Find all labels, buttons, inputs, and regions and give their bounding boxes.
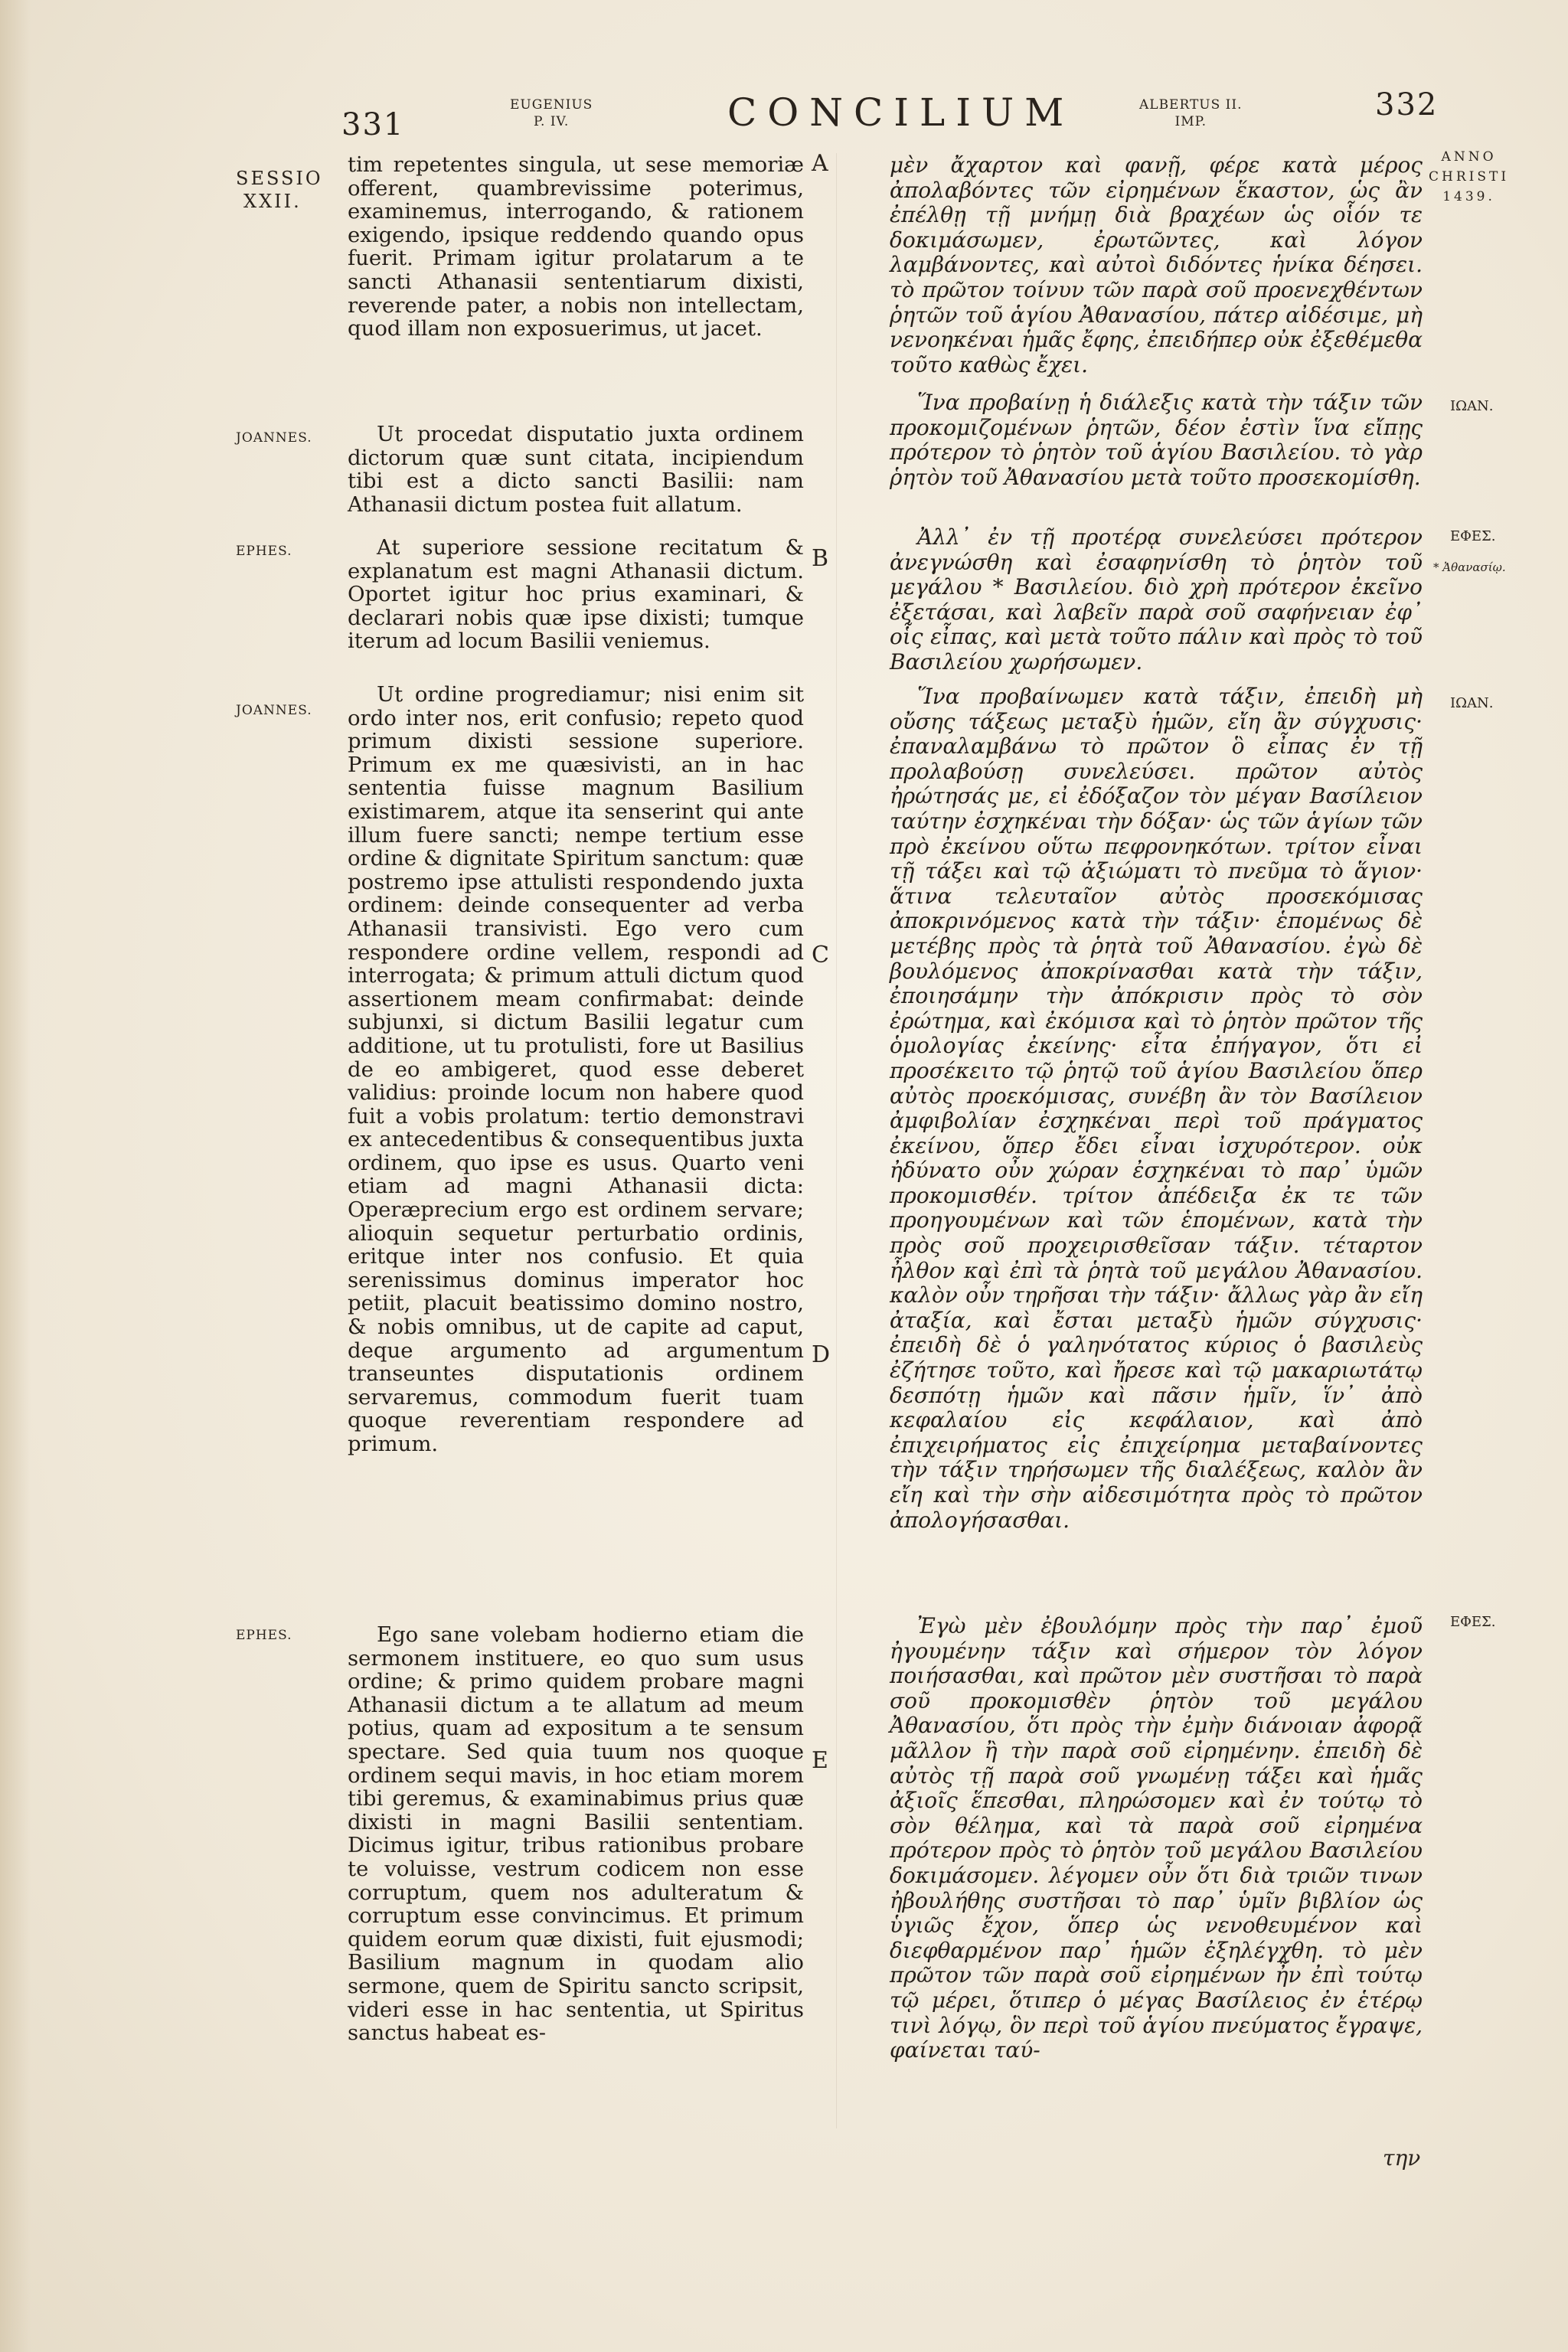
latin-paragraph-3: At superiore sessione recitatum & explanatum est magni Athanasii dictum. Oportet igitur hoc prius examinari, & declarari nobis quæ ipse dixisti; tumque iterum ad locum Basilii veniemus. — [348, 535, 804, 654]
greek-paragraph-3: Ἀλλ᾽ ἐν τῇ προτέρᾳ συνελεύσει πρότερον ἀνεγνώσθη καὶ ἐσαφηνίσθη τὸ ῥητὸν τοῦ μεγάλου * Βασιλείου. διὸ χρὴ πρότερον ἐκεῖνο ἐξετάσαι, καὶ λαβεῖν παρὰ σοῦ σαφήνειαν ἐφ᾽ οἷς εἶπας, καὶ μετὰ τοῦτο πάλιν καὶ πρὸς τὸ τοῦ Βασιλείου χωρήσωμεν. — [890, 524, 1423, 675]
page-number-right: 332 — [1375, 87, 1439, 122]
running-head-right — [1139, 96, 1243, 130]
running-head-right-line2: IMP. — [1174, 114, 1207, 129]
section-letter-b: B — [812, 545, 829, 572]
speaker-note-greek-2: ΕΦΕΣ. — [1450, 528, 1496, 544]
greek-paragraph-5: Ἐγὼ μὲν ἐβουλόμην πρὸς τὴν παρ᾽ ἐμοῦ ἠγουμένην τάξιν καὶ σήμερον τὸν λόγον ποιήσασθαι, καὶ πρῶτον μὲν συστῆσαι τὸ παρὰ σοῦ προκομισθὲν ῥητὸν τοῦ μεγάλου Ἀθανασίου, ὅτι πρὸς τὴν ἐμὴν διάνοιαν ἀφορᾷ μᾶλλον ἢ τὴν παρὰ σοῦ εἰρημένην. ἐπειδὴ δὲ αὐτὸς τῇ παρὰ σοῦ γνωμένῃ τάξει καὶ ἡμᾶς ἀξιοῖς ἕπεσθαι, πληρώσομεν καὶ ἐν τούτῳ τὸ σὸν θέλημα, καὶ τὰ παρὰ σοῦ εἰρημένα πρότερον πρὸς τὸ ῥητὸν τοῦ μεγάλου Βασιλείου δοκιμάσομεν. λέγομεν οὖν ὅτι διὰ τριῶν τινων ἠβουλήθης συστῆσαι τὸ παρ᾽ ὑμῖν βιβλίον ὡς ὑγιῶς ἔχον, ὅπερ ὡς νενοθευμένον καὶ διεφθαρμένον παρ᾽ ἡμῶν ἐξηλέγχθη. τὸ μὲν πρῶτον τῶν παρὰ σοῦ εἰρημένων ἦν ἐπὶ τούτῳ τῷ μέρει, ὅτιπερ ὁ μέγας Βασίλειος ἐν ἑτέρῳ τινὶ λόγῳ, ὃν περὶ τοῦ ἁγίου πνεύματος ἔγραψε, φαίνεται ταύ- — [890, 1613, 1423, 2063]
session-label: SESSIO — [236, 168, 323, 189]
column-gutter — [836, 153, 837, 2128]
athanasius-footnote: * Ἀθανασίῳ. — [1433, 560, 1506, 574]
speaker-note-latin-3: JOANNES. — [236, 703, 312, 718]
year-era: CHRISTI — [1429, 169, 1510, 185]
page-title: CONCILIUM — [727, 90, 1075, 135]
session-note — [236, 167, 323, 213]
greek-paragraph-1: μὲν ἄχαρτον καὶ φανῇ, φέρε κατὰ μέρος ἀπολαβόντες τῶν εἰρημένων ἕκαστον, ὡς ἂν ἐπέλθῃ τῇ μνήμῃ διὰ βραχέων ὡς οἷόν τε δοκιμάσωμεν, ἐρωτῶντες, καὶ λόγον λαμβάνοντες, καὶ αὐτοὶ διδόντες ἡνίκα δέησει. τὸ πρῶτον τοίνυν τῶν παρὰ σοῦ προενεχθέντων ῥητῶν τοῦ ἁγίου Ἀθανασίου, πάτερ αἰδέσιμε, μὴ νενοηκέναι ἡμᾶς ἔφης, ἐπειδήπερ οὐκ ἐξεθέμεθα τοῦτο καθὼς ἔχει. — [890, 152, 1423, 377]
speaker-note-greek-3: ΙΩΑΝ. — [1450, 695, 1494, 711]
page-spine-shadow — [0, 0, 31, 2352]
speaker-note-latin-4: EPHES. — [236, 1628, 292, 1643]
page-number-left: 331 — [341, 107, 405, 142]
speaker-note-greek-4: ΕΦΕΣ. — [1450, 1614, 1496, 1630]
running-head-left-line1: EUGENIUS — [510, 97, 593, 113]
section-letter-c: C — [812, 942, 829, 969]
running-head-left-line2: P. IV. — [534, 114, 570, 129]
catchword: την — [1383, 2145, 1421, 2171]
latin-paragraph-1: tim repetentes singula, ut sese memoriæ offerent, quambrevissime poterimus, examinemus, interrogando, & rationem exigendo, ipsique reddendo quando opus fuerit. Primam igitur prolatarum a te sancti Athanasii sententiarum dixisti, reverende pater, a nobis non intellectam, quod illam non exposuerimus, ut jacet. — [348, 152, 804, 341]
greek-paragraph-2: Ἵνα προβαίνῃ ἡ διάλεξις κατὰ τὴν τάξιν τῶν προκομιζομένων ῥητῶν, δέον ἐστὶν ἵνα εἴπῃς πρότερον τὸ ῥητὸν τοῦ ἁγίου Βασιλείου. τὸ γὰρ ῥητὸν τοῦ Ἀθανασίου μετὰ τοῦτο προσεκομίσθη. — [890, 390, 1423, 490]
year-label: ANNO — [1441, 149, 1497, 165]
running-head-right-line1: ALBERTUS II. — [1139, 97, 1243, 113]
section-letter-a: A — [812, 150, 828, 177]
session-number: XXII. — [243, 191, 302, 212]
latin-paragraph-5: Ego sane volebam hodierno etiam die sermonem instituere, eo quo sum usus ordine; & primo quidem probare magni Athanasii dictum a te allatum ad meum potius, quam ad expositum a te sensum spectare. Sed quia tuum nos quoque ordinem sequi mavis, in hoc etiam morem tibi geremus, & examinabimus prius quæ dixisti in magni Basilii sententiam. Dicimus igitur, tribus rationibus probare te voluisse, vestrum codicem non esse corruptum, quem nos adulteratum & corruptum esse convincimus. Et primum quidem eorum quæ dixisti, fuit ejusmodi; Basilium magnum in quodam alio sermone, quem de Spiritu sancto scripsit, videri esse in hac sententia, ut Spiritus sanctus habeat es- — [348, 1622, 804, 2046]
speaker-note-greek-1: ΙΩΑΝ. — [1450, 398, 1494, 414]
greek-paragraph-4: Ἵνα προβαίνωμεν κατὰ τάξιν, ἐπειδὴ μὴ οὔσης τάξεως μεταξὺ ἡμῶν, εἴη ἂν σύγχυσις· ἐπαναλαμβάνω τὸ πρῶτον ὃ εἶπας ἐν τῇ προλαβούσῃ συνελεύσει. πρῶτον αὐτὸς ἠρώτησάς με, εἰ ἐδόξαζον τὸν μέγαν Βασίλειον ταύτην ἐσχηκέναι τὴν δόξαν· ὡς τῶν ἁγίων τῶν πρὸ ἐκείνου οὕτω πεφρονηκότων. τρίτον εἶναι τῇ τάξει καὶ τῷ ἀξιώματι τὸ πνεῦμα τὸ ἅγιον· ἅτινα τελευταῖον αὐτὸς προσεκόμισας ἀποκρινόμενος κατὰ τὴν τάξιν· ἑπομένως δὲ μετέβης πρὸς τὰ ῥητὰ τοῦ Ἀθανασίου. ἐγὼ δὲ βουλόμενος ἀποκρίνασθαι κατὰ τὴν τάξιν, ἐποιησάμην τὴν ἀπόκρισιν πρὸς τὸ σὸν ἐρώτημα, καὶ ἐκόμισα καὶ τὸ ῥητὸν πρῶτον τῆς ὁμολογίας ἐκείνης· εἶτα ἐπήγαγον, ὅτι εἰ προσέκειτο τῷ ῥητῷ τοῦ ἁγίου Βασιλείου ὅπερ αὐτὸς προεκόμισας, συνέβη ἂν τὸν Βασίλειον ἀμφιβολίαν ἐσχηκέναι περὶ τοῦ πράγματος ἐκείνου, ὅπερ ἔδει εἶναι ἰσχυρότερον. οὐκ ἠδύνατο οὖν χώραν ἐσχηκέναι τὸ παρ᾽ ὑμῶν προκομισθέν. τρίτον ἀπέδειξα ἐκ τε τῶν προηγουμένων καὶ τῶν ἑπομένων, κατὰ τὴν πρὸς σοῦ προχειρισθεῖσαν τάξιν. τέταρτον ἦλθον καὶ ἐπὶ τὰ ῥητὰ τοῦ μεγάλου Ἀθανασίου. καλὸν οὖν τηρῆσαι τὴν τάξιν· ἄλλως γὰρ ἂν εἴη ἀταξία, καὶ ἔσται μεταξὺ ἡμῶν σύγχυσις· ἐπειδὴ δὲ ὁ γαληνότατος κύριος ὁ βασιλεὺς ἐζήτησε τοῦτο, καὶ ἤρεσε καὶ τῷ μακαριωτάτῳ δεσπότῃ ἡμῶν καὶ πᾶσιν ἡμῖν, ἵν᾽ ἀπὸ κεφαλαίου εἰς κεφάλαιον, καὶ ἀπὸ ἐπιχειρήματος εἰς ἐπιχείρημα μεταβαίνοντες τὴν τάξιν τηρήσωμεν τῆς διαλέξεως, καλὸν ἂν εἴη καὶ τὴν σὴν αἰδεσιμότητα πρὸς τὸ πρῶτον ἀπολογήσασθαι. — [890, 684, 1423, 1533]
section-letter-d: D — [812, 1341, 831, 1368]
section-letter-e: E — [812, 1747, 828, 1774]
year-value: 1439. — [1442, 189, 1495, 204]
latin-paragraph-2: Ut procedat disputatio juxta ordinem dictorum quæ sunt citata, incipiendum tibi est a dicto sancti Basilii: nam Athanasii dictum postea fuit allatum. — [348, 422, 804, 517]
speaker-note-latin-2: EPHES. — [236, 544, 292, 559]
running-head-left — [510, 96, 593, 130]
latin-paragraph-4: Ut ordine progrediamur; nisi enim sit ordo inter nos, erit confusio; repeto quod primum dixisti sessione superiore. Primum ex me quæsivisti, an in hac sententia fuisse magnum Basilium existimarem, atque ita senserint qui ante illum fuere sancti; nempe tertium esse ordine & dignitate Spiritum sanctum: quæ postremo ipse attulisti respondendo juxta ordinem: deinde consequenter ad verba Athanasii transivisti. Ego vero cum respondere ordine vellem, respondi ad interrogata; & primum attuli dictum quod assertionem meam confirmabat: deinde subjunxi, si dictum Basilii legatur cum additione, ut tu protulisti, fore ut Basilius de eo ambigeret, quod esse deberet validius: proinde locum non habere quod fuit a vobis prolatum: tertio demonstravi ex antecedentibus & consequentibus juxta ordinem, quo ipse es usus. Quarto veni etiam ad magni Athanasii dicta: Operæprecium ergo est ordinem servare; alioquin sequetur perturbatio ordinis, eritque inter nos confusio. Et quia serenissimus dominus imperator hoc petiit, placuit beatissimo domino nostro, & nobis omnibus, ut de capite ad caput, deque argumento ad argumentum transeuntes disputationis ordinem servaremus, commodum fuerit tuam quoque reverentiam respondere ad primum. — [348, 682, 804, 1456]
year-note — [1429, 147, 1509, 207]
speaker-note-latin-1: JOANNES. — [236, 430, 312, 446]
